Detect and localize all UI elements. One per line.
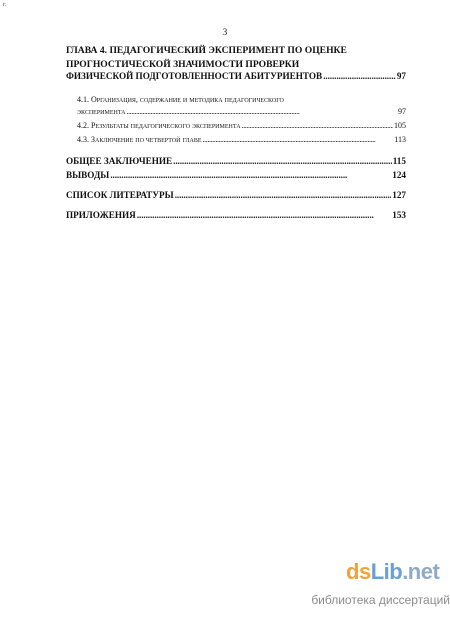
- chapter-4-heading-line-2: ПРОГНОСТИЧЕСКОЙ ЗНАЧИМОСТИ ПРОВЕРКИ: [66, 58, 300, 70]
- chapter-4-heading: [66, 44, 406, 71]
- logo-net: .net: [402, 559, 440, 584]
- corner-mark: г.: [3, 2, 7, 8]
- toc-entry-general-conclusion: [66, 156, 406, 166]
- logo-ds: ds: [346, 559, 371, 584]
- toc-entry-subsection-4-3: [77, 135, 406, 144]
- toc-entry-subsection-4-2: [77, 121, 406, 130]
- subsection-4-3-page: 113: [394, 135, 406, 144]
- chapter-4-heading-line-3-text: ФИЗИЧЕСКОЙ ПОДГОТОВЛЕННОСТИ АБИТУРИЕНТОВ: [66, 71, 323, 81]
- dslib-watermark: [311, 559, 450, 607]
- leader-dots: [323, 71, 396, 81]
- leader-dots: [127, 107, 397, 116]
- subsection-4-2-page: 105: [394, 121, 406, 130]
- chapter-4-page: 97: [396, 71, 406, 81]
- watermark-tagline: библиотека диссертаций: [311, 593, 450, 607]
- logo-lib: Lib: [370, 559, 403, 584]
- subsection-4-3-label: 4.3. Заключение по четвертой главе: [77, 135, 202, 144]
- leader-dots: [242, 121, 393, 130]
- toc-entry-appendices: [66, 210, 406, 220]
- leader-dots: [110, 170, 391, 180]
- chapter-4-heading-line-1: ГЛАВА 4. ПЕДАГОГИЧЕСКИЙ ЭКСПЕРИМЕНТ ПО ОЦЕНКЕ: [66, 45, 347, 56]
- toc-entry-references: [66, 190, 406, 200]
- subsection-4-1-line-1: [77, 95, 406, 104]
- toc-entry-conclusions: [66, 170, 406, 180]
- general-conclusion-page: 115: [392, 156, 406, 166]
- appendices-page: 153: [392, 210, 406, 220]
- general-conclusion-label: ОБЩЕЕ ЗАКЛЮЧЕНИЕ: [66, 156, 173, 166]
- subsection-4-1-label-line-1: 4.1. Организация, содержание и методика педагогического: [77, 95, 284, 104]
- leader-dots: [137, 210, 391, 220]
- subsection-4-1-label: эксперимента: [77, 107, 126, 116]
- appendices-label: ПРИЛОЖЕНИЯ: [66, 210, 136, 220]
- subsection-4-1-page: 97: [398, 107, 406, 116]
- conclusions-label: ВЫВОДЫ: [66, 170, 110, 180]
- chapter-4-heading-line-3: [66, 71, 406, 81]
- page-number: 3: [222, 27, 228, 37]
- toc-entry-subsection-4-1: [77, 107, 406, 116]
- references-label: СПИСОК ЛИТЕРАТУРЫ: [66, 190, 174, 200]
- references-page: 127: [392, 190, 406, 200]
- leader-dots: [173, 156, 392, 166]
- leader-dots: [203, 135, 394, 144]
- conclusions-page: 124: [392, 170, 406, 180]
- leader-dots: [175, 190, 392, 200]
- subsection-4-2-label: 4.2. Результаты педагогического эксперимента: [77, 121, 241, 130]
- dslib-logo: [346, 559, 450, 585]
